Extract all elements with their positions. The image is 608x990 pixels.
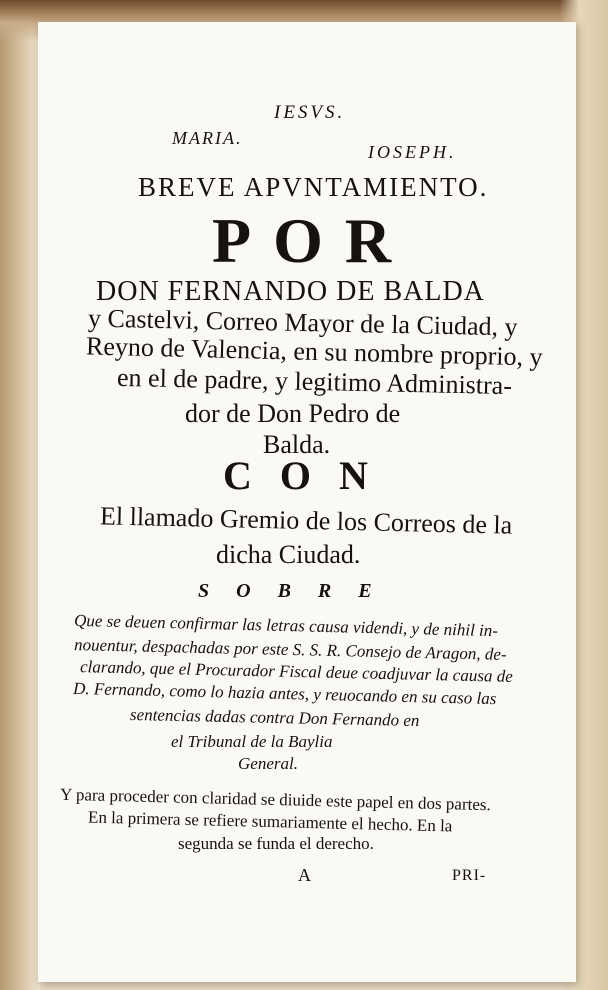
subject-line-6: el Tribunal de la Baylia (171, 732, 333, 751)
opponent-line-2: dicha Ciudad. (216, 540, 361, 569)
party-line-6: Balda. (263, 430, 331, 459)
party-line-4: en el de padre, y legitimo Administra- (116, 362, 513, 401)
closing-line-2: En la primera se refiere sumariamente el hecho. En la (87, 807, 453, 836)
header-ioseph: IOSEPH. (368, 142, 457, 162)
party-line-3: Reyno de Valencia, en su nombre proprio, y (85, 331, 543, 372)
subject-line-5: sentencias dadas contra Don Fernando en (129, 704, 420, 731)
subject-line-3: clarando, que el Procurador Fiscal deue coadjuvar la causa de (79, 657, 513, 686)
signature-mark: A (298, 865, 311, 885)
closing-line-3: segunda se funda el derecho. (178, 834, 374, 853)
title-page (38, 22, 576, 982)
party-line-2: y Castelvi, Correo Mayor de la Ciudad, y (87, 303, 518, 342)
book-binding (0, 0, 40, 990)
subject-line-7: General. (238, 754, 298, 773)
catchword: PRI- (452, 867, 487, 884)
header-iesus: IESVS. (274, 102, 346, 123)
subject-line-2: nouentur, despachadas por este S. S. R. Consejo de Aragon, de- (73, 635, 507, 664)
party-line-1: DON FERNANDO DE BALDA (96, 276, 485, 307)
opponent-line-1: El llamado Gremio de los Correos de la (99, 501, 513, 540)
party-line-5: dor de Don Pedro de (185, 399, 401, 428)
subtitle: BREVE APVNTAMIENTO. (138, 172, 489, 202)
sobre-heading: SOBRE (198, 580, 399, 602)
title-con: CON (223, 453, 396, 498)
subject-line-1: Que se deuen confirmar las letras causa videndi, y de nihil in- (73, 610, 499, 641)
header-maria: MARIA. (172, 128, 243, 148)
title-por: POR (212, 205, 414, 276)
closing-line-1: Y para proceder con claridad se diuide este papel en dos partes. (59, 784, 491, 815)
subject-line-4: D. Fernando, como lo hazia antes, y reuocando en su caso las (72, 678, 497, 709)
